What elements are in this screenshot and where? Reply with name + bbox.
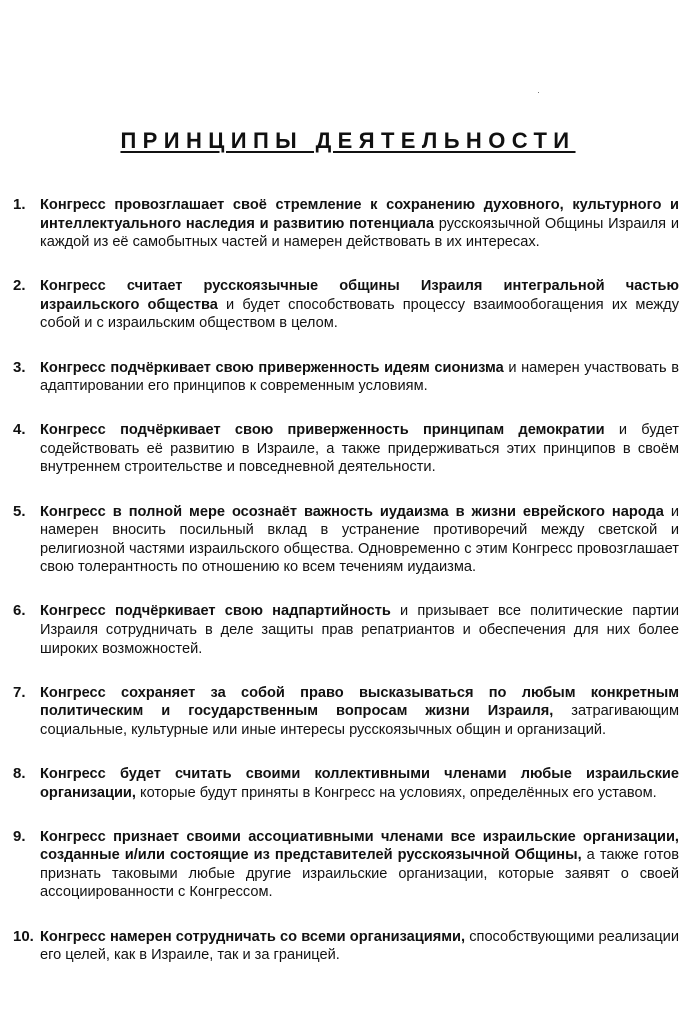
item-text <box>40 359 679 396</box>
item-text <box>40 503 679 577</box>
item-number: 7. <box>13 683 26 701</box>
item-regular-text: и призывает все политические партии Израиля сотрудничать в деле защиты прав репатриантов и обеспечения для них более широких возможностей. <box>40 603 679 657</box>
scan-speck <box>538 92 539 93</box>
item-number: 2. <box>13 277 26 295</box>
item-regular-text: а также готов признать таковыми любые другие израильские организации, которые заявят о своей ассоциированности с Конгрессом. <box>40 847 679 901</box>
item-regular-text: и будет содействовать её развитию в Израиле, а также придерживаться этих принципов в своём внутреннем строительстве и повседневной деятельности. <box>40 422 679 476</box>
list-item <box>13 503 679 577</box>
list-item <box>13 765 679 802</box>
item-number: 5. <box>13 502 26 520</box>
item-text <box>40 421 679 477</box>
item-text <box>40 684 679 740</box>
list-item <box>13 196 679 252</box>
list-item <box>13 359 679 396</box>
item-regular-text: русскоязычной Общины Израиля и каждой из её самобытных частей и намерен действовать в их интересах. <box>40 215 679 251</box>
list-item <box>13 928 679 965</box>
item-bold-text: Конгресс подчёркивает свою надпартийность <box>40 603 391 620</box>
list-item <box>13 277 679 333</box>
principles-list <box>13 196 679 990</box>
item-text <box>40 828 679 902</box>
item-bold-text: Конгресс подчёркивает свою приверженность принципам демократии <box>40 422 605 439</box>
item-text <box>40 928 679 965</box>
item-number: 9. <box>13 827 26 845</box>
item-number: 3. <box>13 358 26 376</box>
item-bold-text: Конгресс подчёркивает свою приверженность идеям сионизма <box>40 359 504 376</box>
item-regular-text: которые будут приняты в Конгресс на условиях, определённых его уставом. <box>135 784 657 801</box>
item-regular-text: способствующими реализации его целей, как в Израиле, так и за границей. <box>40 928 679 964</box>
item-text <box>40 196 679 252</box>
list-item <box>13 421 679 477</box>
item-regular-text: и намерен вносить посильный вклад в устранение противоречий между светской и религиозной частями израильского общества. Одновременно с этим Конгресс провозглашает свою толерантность по отношению ко всем течениям иудаизма. <box>40 503 679 576</box>
item-bold-text: Конгресс признает своими ассоциативными членами все израильские организации, созданные и/или состоящие из представителей русскоязычной Общины, <box>40 828 679 864</box>
item-regular-text: и будет способствовать процессу взаимообогащения их между собой и с израильским обществом в целом. <box>40 296 679 332</box>
list-item <box>13 602 679 658</box>
item-number: 10. <box>13 927 34 945</box>
item-bold-text: Конгресс сохраняет за собой право высказываться по любым конкретным политическим и государственным вопросам жизни Израиля, <box>40 684 679 720</box>
item-bold-text: Конгресс в полной мере осознаёт важность иудаизма в жизни еврейского народа <box>40 503 664 520</box>
item-bold-text: Конгресс будет считать своими коллективными членами любые израильские организации, <box>40 765 679 801</box>
item-number: 1. <box>13 196 26 213</box>
item-text <box>40 277 679 333</box>
list-item <box>13 684 679 740</box>
item-regular-text: затрагивающим социальные, культурные или иные интересы русскоязычных общин и организаций. <box>40 703 679 738</box>
item-number: 8. <box>13 764 26 782</box>
item-number: 6. <box>13 602 26 620</box>
item-bold-text: Конгресс считает русскоязычные общины Израиля интегральной частью израильского общества <box>40 278 679 313</box>
item-text <box>40 602 679 658</box>
page-title: ПРИНЦИПЫ ДЕЯТЕЛЬНОСТИ <box>120 128 576 153</box>
list-item <box>13 828 679 902</box>
item-bold-text: Конгресс намерен сотрудничать со всеми организациями, <box>40 928 466 945</box>
item-number: 4. <box>13 421 26 439</box>
item-text <box>40 765 679 802</box>
item-bold-text: Конгресс провозглашает своё стремление к сохранению духовного, культурного и интеллектуального наследия и развитию потенциала <box>40 197 679 232</box>
item-regular-text: и намерен участвовать в адаптировании его принципов к современным условиям. <box>40 359 679 395</box>
